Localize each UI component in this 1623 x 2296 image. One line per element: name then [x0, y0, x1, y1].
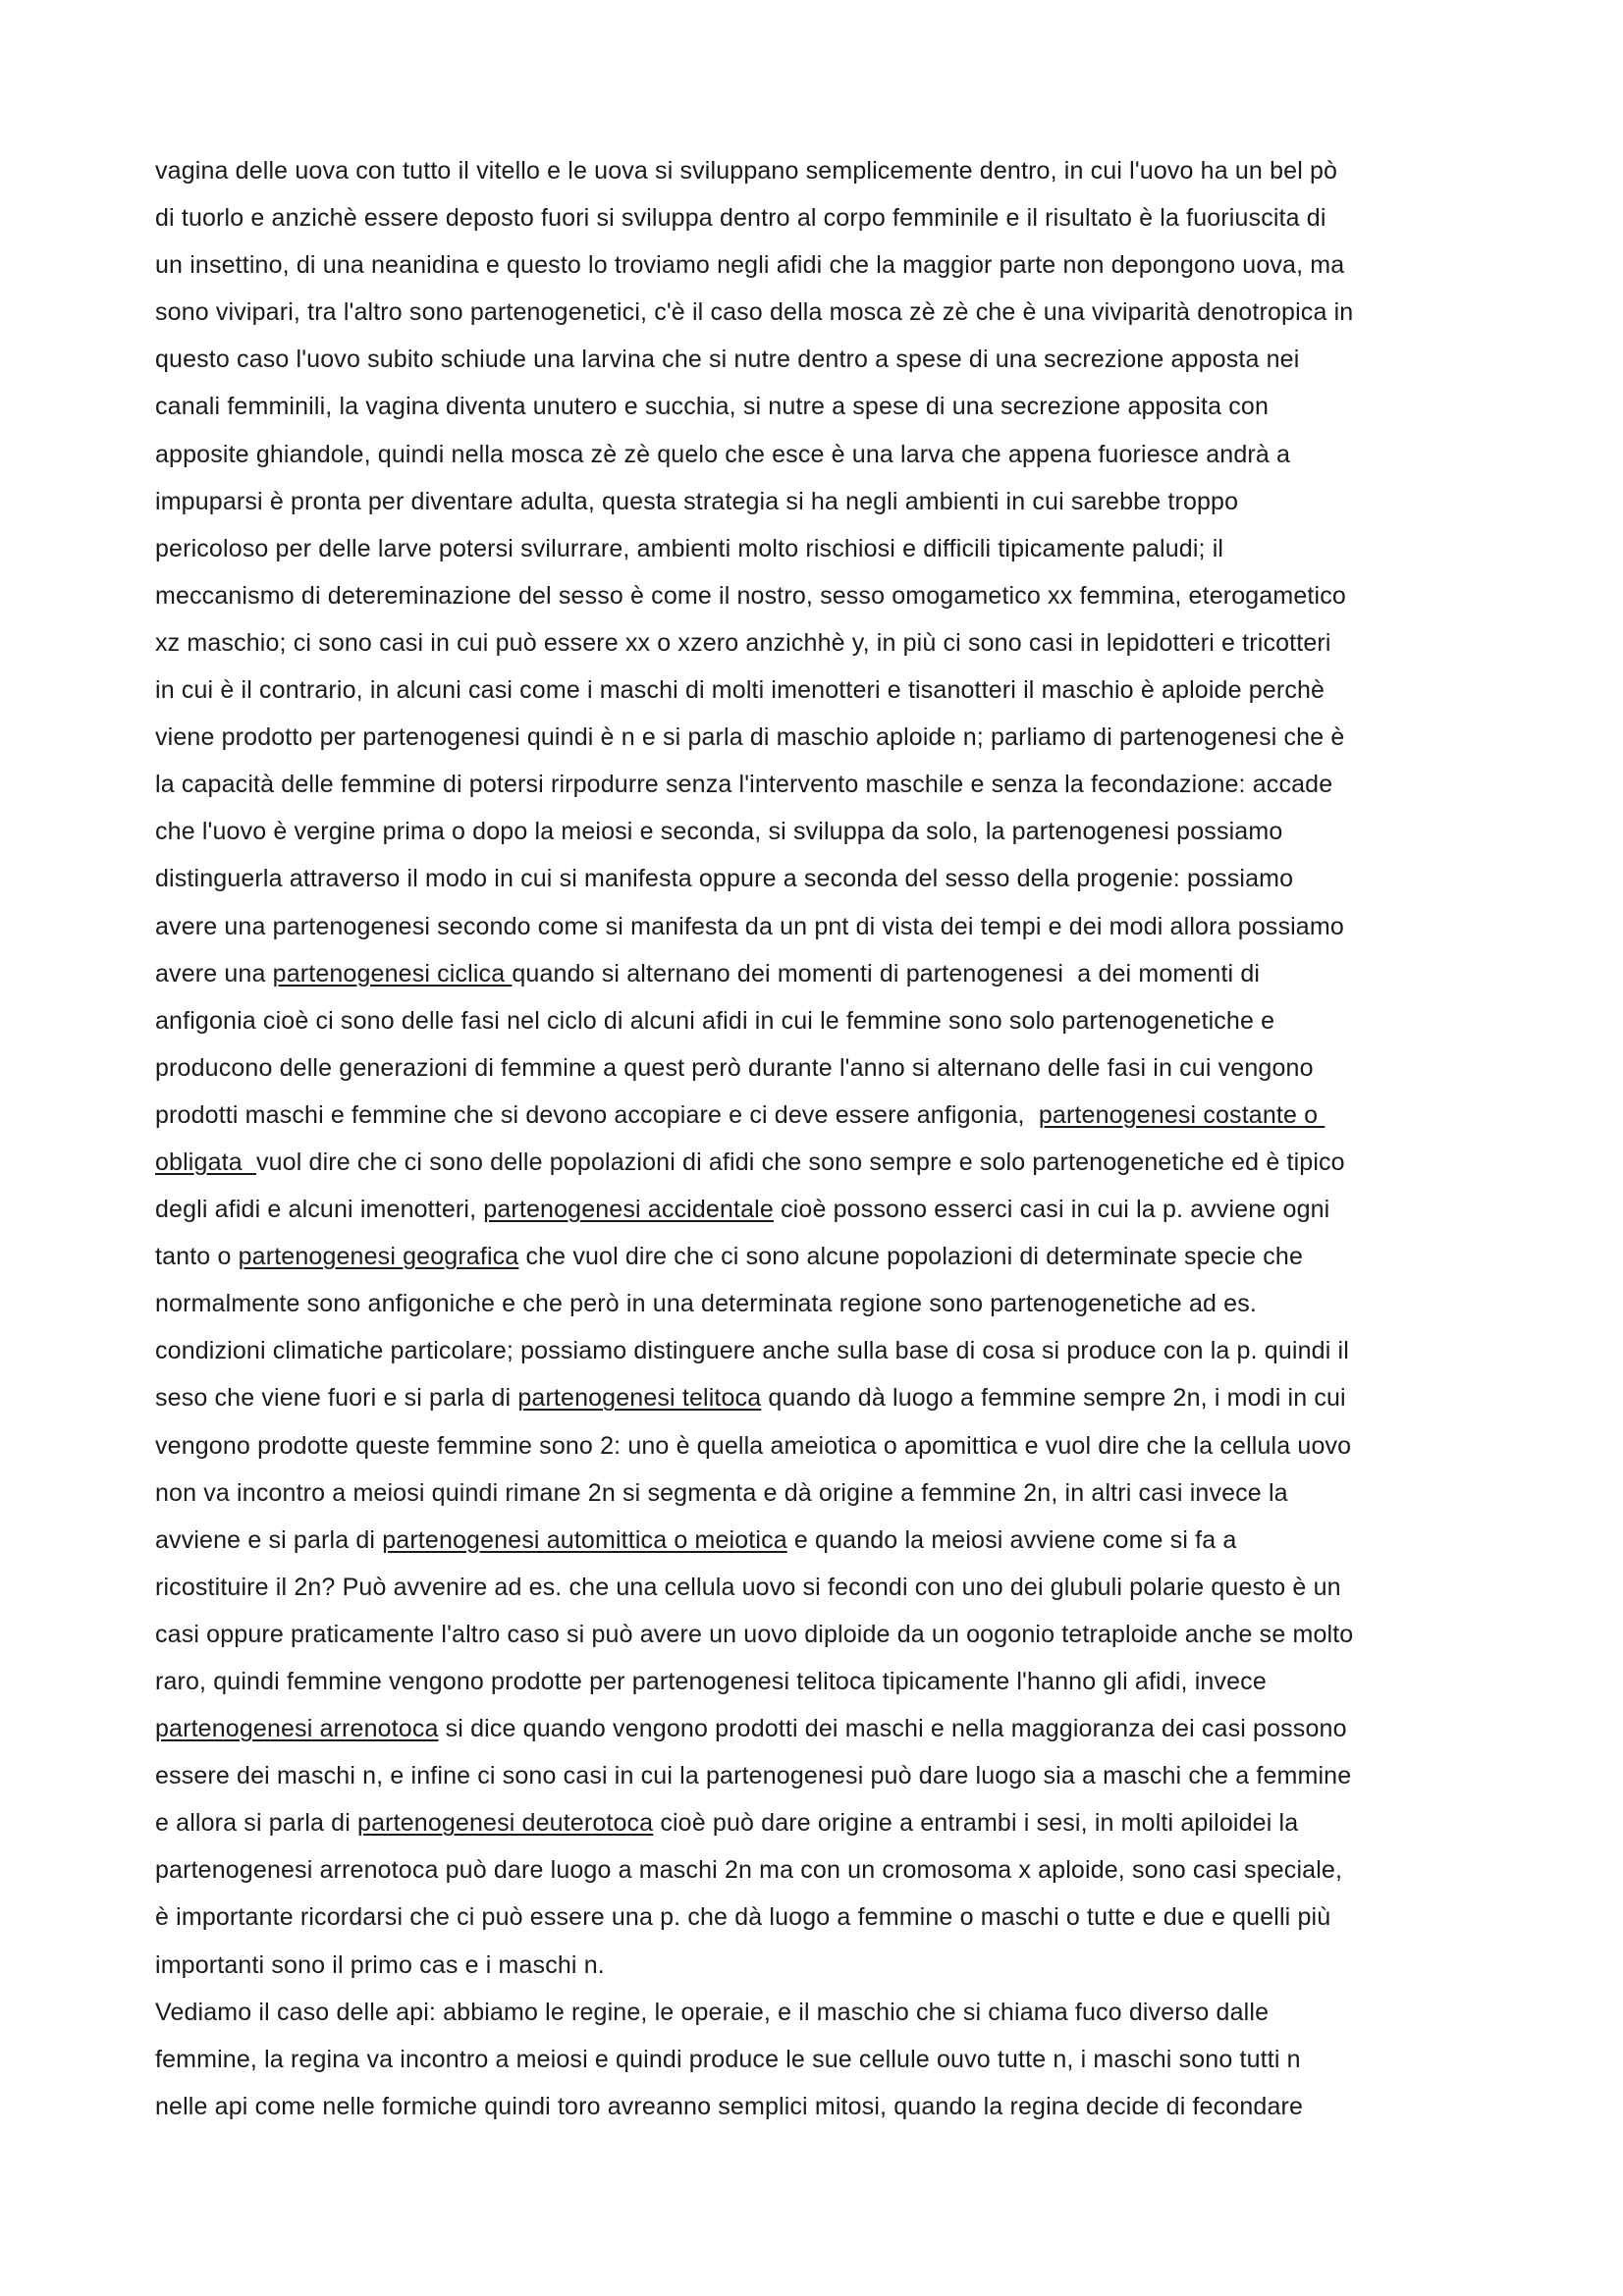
text-line: [155, 1942, 1476, 1989]
text-run: un insettino, di una neanidina e questo lo troviamo negli afidi che la maggior parte non depongono uova, ma: [155, 251, 1345, 280]
text-run: non va incontro a meiosi quindi rimane 2n si segmenta e dà origine a femmine 2n, in altri casi invece la: [155, 1478, 1288, 1507]
text-run: la capacità delle femmine di potersi rirpodurre senza l'intervento maschile e senza la fecondazione: accade: [155, 771, 1333, 799]
text-run: tanto o: [155, 1243, 239, 1271]
text-line: [155, 1139, 1476, 1186]
text-run: che l'uovo è vergine prima o dopo la meiosi e seconda, si sviluppa da solo, la partenogenesi possiamo: [155, 818, 1283, 846]
text-run: vuol dire che ci sono delle popolazioni di afidi che sono sempre e solo partenogenetiche ed è tipico: [255, 1148, 1345, 1176]
text-run: importanti sono il primo cas e i maschi n.: [155, 1950, 605, 1979]
text-line: [155, 1374, 1476, 1421]
text-run: cioè possono esserci casi in cui la p. avviene ogni: [773, 1196, 1330, 1224]
text-run: femmine, la regina va incontro a meiosi e quindi produce le sue cellule ouvo tutte n, i maschi sono tutti n: [155, 2045, 1301, 2073]
text-run: seso che viene fuori e si parla di: [155, 1384, 518, 1413]
underlined-term: partenogenesi automittica o meiotica: [382, 1525, 787, 1554]
text-line: [155, 383, 1476, 430]
text-run: impuparsi è pronta per diventare adulta, questa strategia si ha negli ambienti in cui sarebbe troppo: [155, 487, 1239, 515]
text-line: [155, 1233, 1476, 1280]
underlined-term: partenogenesi geografica: [238, 1243, 519, 1271]
underlined-term: partenogenesi accidentale: [483, 1196, 774, 1224]
text-run: distinguerla attraverso il modo in cui si manifesta oppure a seconda del sesso della progenie: possiamo: [155, 865, 1294, 893]
underlined-term: partenogenesi deuterotoca: [357, 1809, 654, 1838]
text-line: [155, 2083, 1476, 2130]
text-line: [155, 1327, 1476, 1374]
text-line: [155, 997, 1476, 1044]
text-run: raro, quindi femmine vengono prodotte per partenogenesi telitoca tipicamente l'hanno gli afidi, invece: [155, 1668, 1267, 1695]
text-line: [155, 808, 1476, 855]
text-line: [155, 1611, 1476, 1658]
text-run: vengono prodotte queste femmine sono 2: uno è quella ameiotica o apomittica e vuol dire che la cellula uovo: [155, 1431, 1352, 1460]
text-run: quando dà luogo a femmine sempre 2n, i modi in cui: [761, 1384, 1346, 1413]
text-line: [155, 761, 1476, 808]
text-line: [155, 1989, 1476, 2036]
text-line: [155, 1752, 1476, 1799]
text-line: [155, 619, 1476, 667]
text-run: in cui è il contrario, in alcuni casi come i maschi di molti imenotteri e tisanotteri il maschio è aploide perchè: [155, 676, 1325, 705]
text-run: e quando la meiosi avviene come si fa a: [786, 1525, 1237, 1554]
underlined-term: obligata: [155, 1148, 256, 1176]
text-line: [155, 714, 1476, 761]
text-run: partenogenesi arrenotoca può dare luogo a maschi 2n ma con un cromosoma x aploide, sono casi speciale,: [155, 1856, 1343, 1885]
text-line: [155, 1894, 1476, 1941]
text-run: prodotti maschi e femmine che si devono accopiare e ci deve essere anfigonia,: [155, 1100, 1039, 1129]
text-run: pericoloso per delle larve potersi svilurrare, ambienti molto rischiosi e difficili tipicamente paludi; il: [155, 534, 1224, 562]
text-line: [155, 1799, 1476, 1846]
text-run: di tuorlo e anzichè essere deposto fuori si sviluppa dentro al corpo femminile e il risultato è la fuoriuscita di: [155, 204, 1326, 233]
text-line: [155, 336, 1476, 383]
text-run: degli afidi e alcuni imenotteri,: [155, 1196, 484, 1224]
text-run: sono vivipari, tra l'altro sono partenogenetici, c'è il caso della mosca zè zè che è una viviparità denotropica in: [155, 298, 1354, 327]
text-line: [155, 2036, 1476, 2083]
text-line: [155, 478, 1476, 525]
text-line: [155, 241, 1476, 289]
text-run: questo caso l'uovo subito schiude una larvina che si nutre dentro a spese di una secrezione apposta nei: [155, 346, 1300, 374]
underlined-term: partenogenesi ciclica: [272, 959, 513, 988]
text-run: quando si alternano dei momenti di partenogenesi a dei momenti di: [512, 959, 1261, 988]
text-line: [155, 903, 1476, 950]
text-run: viene prodotto per partenogenesi quindi è n e si parla di maschio aploide n; parliamo di partenogenesi che è: [155, 723, 1345, 752]
text-line: [155, 1517, 1476, 1564]
text-run: e allora si parla di: [155, 1809, 358, 1838]
body-text: [155, 147, 1476, 2130]
text-line: [155, 525, 1476, 572]
text-line: [155, 1705, 1476, 1752]
text-run: nelle api come nelle formiche quindi toro avreanno semplici mitosi, quando la regina decide di fecondare: [155, 2092, 1304, 2120]
text-line: [155, 950, 1476, 997]
text-run: è importante ricordarsi che ci può essere una p. che dà luogo a femmine o maschi o tutte e due e quelli più: [155, 1903, 1331, 1932]
text-run: cioè può dare origine a entrambi i sesi, in molti apiloidei la: [653, 1809, 1299, 1838]
text-line: [155, 1422, 1476, 1469]
underlined-term: partenogenesi arrenotoca: [155, 1715, 439, 1743]
text-run: producono delle generazioni di femmine a quest però durante l'anno si alternano delle fasi in cui vengono: [155, 1053, 1314, 1082]
text-run: apposite ghiandole, quindi nella mosca zè zè quelo che esce è una larva che appena fuoriesce andrà a: [155, 440, 1291, 468]
text-line: [155, 431, 1476, 478]
text-line: [155, 572, 1476, 619]
text-run: Vediamo il caso delle api: abbiamo le regine, le operaie, e il maschio che si chiama fuco diverso dalle: [155, 1998, 1270, 2026]
text-run: casi oppure praticamente l'altro caso si può avere un uovo diploide da un oogonio tetraploide anche se molto: [155, 1620, 1354, 1648]
text-line: [155, 1658, 1476, 1705]
text-run: avviene e si parla di: [155, 1525, 383, 1554]
text-run: essere dei maschi n, e infine ci sono casi in cui la partenogenesi può dare luogo sia a maschi che a femmine: [155, 1762, 1352, 1790]
text-line: [155, 667, 1476, 714]
text-line: [155, 855, 1476, 902]
text-run: meccanismo di detereminazione del sesso è come il nostro, sesso omogametico xx femmina, eterogametico: [155, 581, 1346, 610]
text-run: anfigonia cioè ci sono delle fasi nel ciclo di alcuni afidi in cui le femmine sono solo partenogenetiche e: [155, 1006, 1275, 1035]
text-line: [155, 1846, 1476, 1894]
text-run: avere una: [155, 959, 273, 988]
underlined-term: partenogenesi telitoca: [517, 1384, 762, 1413]
text-run: avere una partenogenesi secondo come si manifesta da un pnt di vista dei tempi e dei modi allora possiamo: [155, 912, 1344, 940]
text-run: normalmente sono anfigoniche e che però in una determinata regione sono partenogenetiche ad es.: [155, 1290, 1257, 1318]
text-line: [155, 1469, 1476, 1517]
text-run: vagina delle uova con tutto il vitello e le uova si sviluppano semplicemente dentro, in cui l'uovo ha un bel pò: [155, 157, 1338, 185]
text-line: [155, 1564, 1476, 1611]
text-line: [155, 194, 1476, 241]
text-run: ricostituire il 2n? Può avvenire ad es. che una cellula uovo si fecondi con uno dei glubuli polarie questo è un: [155, 1573, 1341, 1601]
text-line: [155, 1092, 1476, 1139]
text-run: condizioni climatiche particolare; possiamo distinguere anche sulla base di cosa si produce con la p. quindi il: [155, 1337, 1349, 1365]
text-run: che vuol dire che ci sono alcune popolazioni di determinate specie che: [518, 1243, 1304, 1271]
text-line: [155, 1044, 1476, 1092]
text-run: xz maschio; ci sono casi in cui può essere xx o xzero anzichhè y, in più ci sono casi in lepidotteri e tricotteri: [155, 628, 1331, 657]
text-line: [155, 147, 1476, 194]
text-run: si dice quando vengono prodotti dei maschi e nella maggioranza dei casi possono: [438, 1715, 1347, 1743]
text-line: [155, 1186, 1476, 1233]
text-line: [155, 289, 1476, 336]
text-line: [155, 1280, 1476, 1327]
underlined-term: partenogenesi costante o: [1038, 1100, 1325, 1129]
text-run: canali femminili, la vagina diventa unutero e succhia, si nutre a spese di una secrezione apposita con: [155, 393, 1270, 421]
